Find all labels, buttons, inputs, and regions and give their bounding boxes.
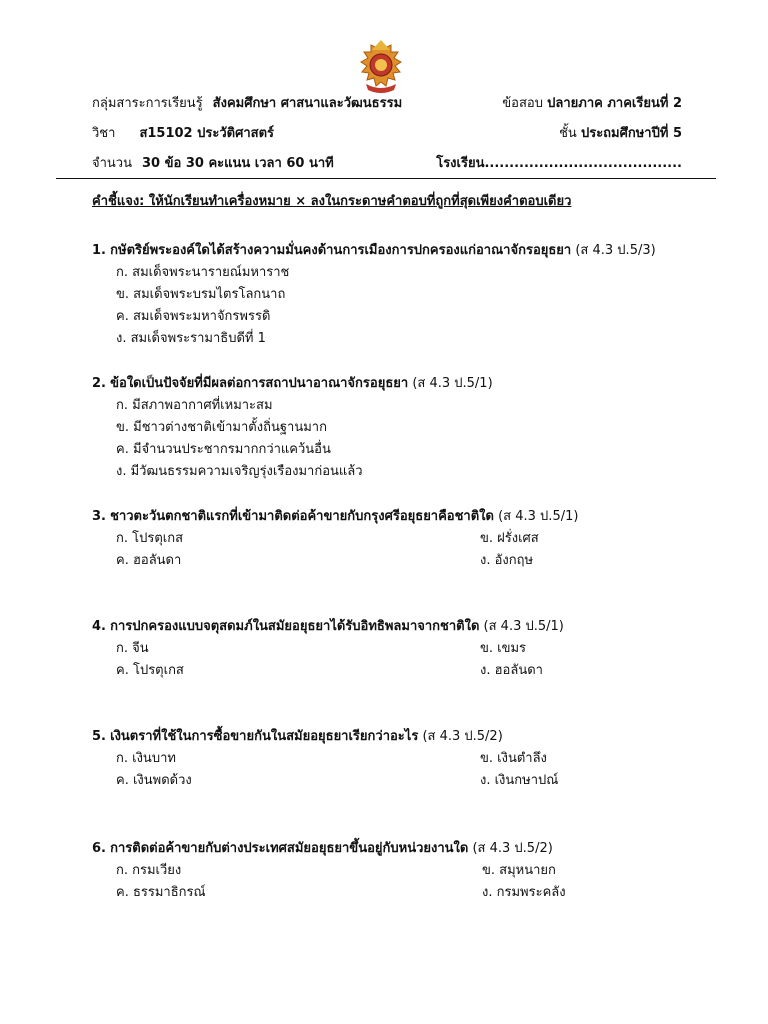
option-b: ข. สมุหนายก (482, 863, 556, 878)
question-4 (92, 616, 702, 682)
question-text: การติดต่อค้าขายกับต่างประเทศสมัยอยุธยาขึ้นอยู่กับหน่วยงานใด (110, 841, 469, 856)
option-d: ง. มีวัฒนธรรมความเจริญรุ่งเรืองมาก่อนแล้ว (116, 464, 363, 479)
question-number: 5. (92, 729, 106, 744)
amount-value: 30 ข้อ 30 คะแนน เวลา 60 นาที (142, 156, 334, 171)
exam-value: ปลายภาค ภาคเรียนที่ 2 (547, 96, 682, 111)
subject-group-value: สังคมศึกษา ศาสนาและวัฒนธรรม (212, 96, 403, 111)
exam-label: ข้อสอบ (502, 96, 543, 111)
option-a: ก. เงินบาท (116, 751, 176, 766)
indicator: (ส 4.3 ป.5/1) (483, 619, 564, 634)
question-number: 1. (92, 243, 106, 258)
course-label: วิชา (92, 126, 116, 141)
indicator: (ส 4.3 ป.5/3) (575, 243, 656, 258)
header-row-3 (92, 152, 682, 174)
question-number: 6. (92, 841, 106, 856)
option-c: ค. เงินพดด้วง (116, 773, 192, 788)
subject-group-label: กลุ่มสาระการเรียนรู้ (92, 96, 203, 111)
indicator: (ส 4.3 ป.5/2) (472, 841, 553, 856)
option-d: ง. อังกฤษ (480, 553, 534, 568)
header-row-2 (92, 122, 682, 144)
option-d: ง. สมเด็จพระรามาธิบดีที่ 1 (116, 331, 266, 346)
option-a: ก. มีสภาพอากาศที่เหมาะสม (116, 398, 273, 413)
option-b: ข. เงินตำลึง (480, 751, 547, 766)
question-number: 4. (92, 619, 106, 634)
option-d: ง. เงินกษาปณ์ (480, 773, 559, 788)
indicator: (ส 4.3 ป.5/1) (498, 509, 579, 524)
option-c: ค. ธรรมาธิกรณ์ (116, 885, 206, 900)
grade-label: ชั้น (559, 126, 577, 141)
option-c: ค. โปรตุเกส (116, 663, 184, 678)
question-text: การปกครองแบบจตุสดมภ์ในสมัยอยุธยาได้รับอิทธิพลมาจากชาติใด (110, 619, 480, 634)
option-b: ข. เขมร (480, 641, 527, 656)
option-b: ข. สมเด็จพระบรมไตรโลกนาถ (116, 287, 286, 302)
question-number: 3. (92, 509, 106, 524)
question-6 (92, 838, 702, 904)
option-d: ง. ฮอลันดา (480, 663, 543, 678)
option-a: ก. โปรตุเกส (116, 531, 184, 546)
question-text: กษัตริย์พระองค์ใดได้สร้างความมั่นคงด้านการเมืองการปกครองแก่อาณาจักรอยุธยา (110, 243, 572, 258)
option-a: ก. กรมเวียง (116, 863, 182, 878)
school-field: โรงเรียน........................................ (436, 156, 682, 171)
question-3 (92, 506, 702, 572)
option-d: ง. กรมพระคลัง (482, 885, 566, 900)
question-text: ชาวตะวันตกชาติแรกที่เข้ามาติดต่อค้าขายกับกรุงศรีอยุธยาคือชาติใด (110, 509, 494, 524)
indicator: (ส 4.3 ป.5/1) (412, 376, 493, 391)
question-text: เงินตราที่ใช้ในการซื้อขายกันในสมัยอยุธยาเรียกว่าอะไร (110, 729, 419, 744)
question-number: 2. (92, 376, 106, 391)
header-divider (56, 178, 716, 179)
instruction-text: คำชี้แจง: ให้นักเรียนทำเครื่องหมาย × ลงในกระดาษคำตอบที่ถูกที่สุดเพียงคำตอบเดียว (92, 194, 572, 209)
question-5 (92, 726, 702, 792)
grade-value: ประถมศึกษาปีที่ 5 (580, 126, 682, 141)
school-emblem-icon (356, 40, 406, 96)
option-b: ข. ฝรั่งเศส (480, 531, 539, 546)
option-c: ค. สมเด็จพระมหาจักรพรรดิ (116, 309, 271, 324)
header-row-1 (92, 92, 682, 114)
option-c: ค. ฮอลันดา (116, 553, 182, 568)
course-value: ส15102 ประวัติศาสตร์ (139, 126, 274, 141)
option-a: ก. จีน (116, 641, 149, 656)
amount-label: จำนวน (92, 156, 132, 171)
question-2 (92, 373, 702, 483)
question-text: ข้อใดเป็นปัจจัยที่มีผลต่อการสถาปนาอาณาจักรอยุธยา (110, 376, 409, 391)
indicator: (ส 4.3 ป.5/2) (422, 729, 503, 744)
question-1 (92, 240, 702, 350)
option-a: ก. สมเด็จพระนารายณ์มหาราช (116, 265, 290, 280)
option-c: ค. มีจำนวนประชากรมากกว่าแคว้นอื่น (116, 442, 331, 457)
option-b: ข. มีชาวต่างชาติเข้ามาตั้งถิ่นฐานมาก (116, 420, 327, 435)
